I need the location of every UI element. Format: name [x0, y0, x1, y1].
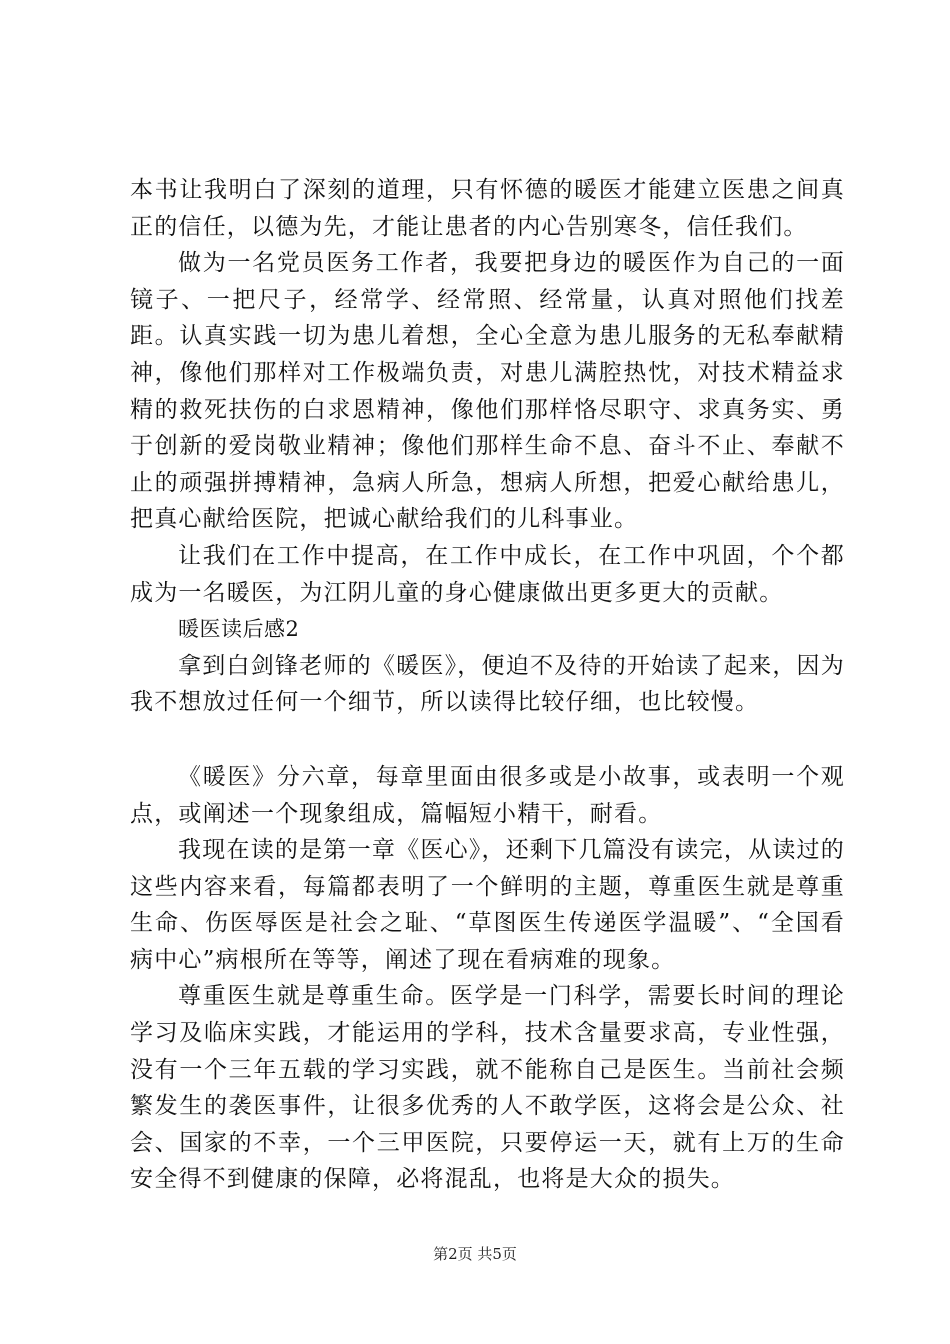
paragraph-4: 拿到白剑锋老师的《暖医》，便迫不及待的开始读了起来，因为我不想放过任何一个细节，所以读得比较仔细，也比较慢。 [130, 652, 845, 716]
section-heading: 暖医读后感2 [178, 617, 300, 642]
paragraph-6: 我现在读的是第一章《医心》，还剩下几篇没有读完，从读过的这些内容来看，每篇都表明了一个鲜明的主题，尊重医生就是尊重生命、伤医辱医是社会之耻、“草图医生传递医学温暖”、“全国看病中心”病根所在等等，阐述了现在看病难的现象。 [130, 837, 845, 973]
paragraph-2: 做为一名党员医务工作者，我要把身边的暖医作为自己的一面镜子、一把尺子，经常学、经常照、经常量，认真对照他们找差距。认真实践一切为患儿着想，全心全意为患儿服务的无私奉献精神，像他们那样对工作极端负责，对患儿满腔热忱，对技术精益求精的救死扶伤的白求恩精神，像他们那样恪尽职守、求真务实、勇于创新的爱岗敬业精神；像他们那样生命不息、奋斗不止、奉献不止的顽强拼搏精神，急病人所急，想病人所想，把爱心献给患儿，把真心献给医院，把诚心献给我们的儿科事业。 [130, 250, 845, 533]
paragraph-gap [130, 721, 845, 759]
paragraph-5: 《暖医》分六章，每章里面由很多或是小故事，或表明一个观点，或阐述一个现象组成，篇幅短小精干，耐看。 [130, 763, 845, 827]
paragraph-7: 尊重医生就是尊重生命。医学是一门科学，需要长时间的理论学习及临床实践，才能运用的学科，技术含量要求高，专业性强，没有一个三年五载的学习实践，就不能称自己是医生。当前社会频繁发生的袭医事件，让很多优秀的人不敢学医，这将会是公众、社会、国家的不幸，一个三甲医院，只要停运一天，就有上万的生命安全得不到健康的保障，必将混乱，也将是大众的损失。 [130, 983, 845, 1193]
body-text [130, 172, 845, 1198]
paragraph-1: 本书让我明白了深刻的道理，只有怀德的暖医才能建立医患之间真正的信任，以德为先，才能让患者的内心告别寒冬，信任我们。 [130, 177, 845, 240]
page-footer: 第2页 共5页 [433, 1245, 517, 1263]
paragraph-3: 让我们在工作中提高，在工作中成长，在工作中巩固，个个都成为一名暖医，为江阴儿童的身心健康做出更多更大的贡献。 [130, 542, 845, 606]
